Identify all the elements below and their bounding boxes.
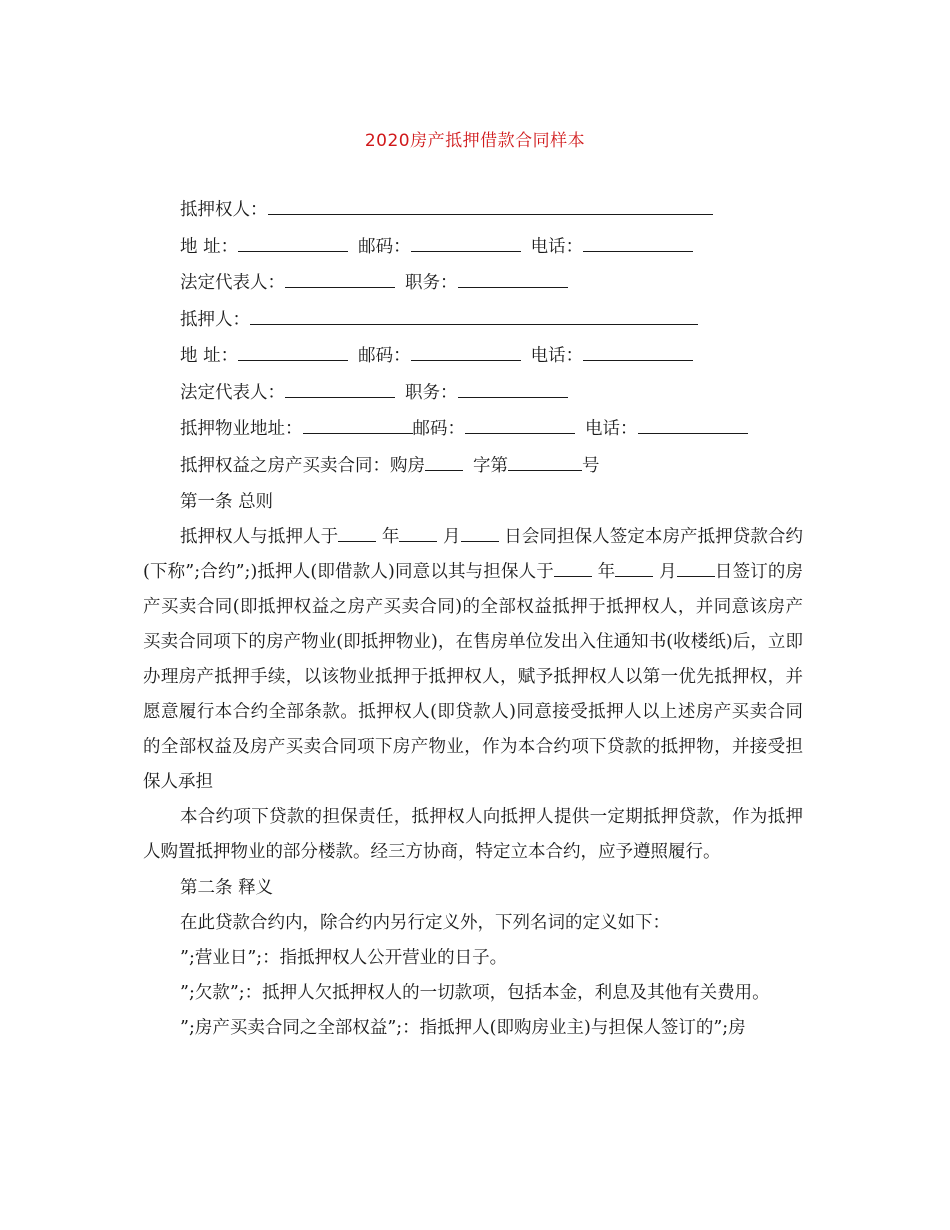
mortgagee-row: [180, 196, 820, 233]
address-blank: [238, 342, 348, 361]
postcode-label: 邮码：: [358, 236, 411, 257]
phone-blank: [638, 415, 748, 434]
legal-rep-label: 法定代表人：: [180, 273, 285, 293]
mortgagor-blank: [250, 306, 698, 325]
article-2-paragraph-2: ”;营业日”;：指抵押权人公开营业的日子。: [180, 948, 508, 968]
position-label: 职务：: [405, 382, 458, 403]
position-label: 职务：: [405, 273, 458, 293]
postcode-blank: [411, 233, 521, 252]
party-fields: [180, 196, 820, 488]
mortgagor-address-row: [180, 342, 820, 379]
mortgagee-legal-rep-row: [180, 269, 820, 306]
month-blank: [615, 560, 653, 577]
address-label: 地 址：: [180, 236, 239, 257]
rights-blank-1: [425, 452, 463, 471]
article-2-paragraph-3: ”;欠款”;：抵押人欠抵押权人的一切款项，包括本金，利息及其他有关费用。: [180, 983, 770, 1003]
article-1-paragraph-1: [143, 520, 803, 800]
address-label: 地 址：: [180, 346, 239, 366]
mortgagee-address-row: [180, 233, 820, 270]
position-blank: [458, 269, 568, 288]
property-address-row: [180, 415, 820, 452]
postcode-label: 邮码：: [358, 346, 411, 366]
postcode-blank: [465, 415, 575, 434]
month-blank: [399, 525, 437, 542]
article-2-heading: 第二条 释义: [180, 878, 274, 898]
phone-blank: [583, 342, 693, 361]
mortgagee-label: 抵押权人：: [180, 200, 268, 220]
phone-label: 电话：: [585, 419, 638, 439]
mortgagor-label: 抵押人：: [180, 309, 250, 330]
rights-end: 号: [582, 455, 600, 476]
property-address-label: 抵押物业地址：: [180, 419, 303, 439]
contract-body: [143, 484, 803, 1046]
day-blank: [677, 560, 715, 577]
postcode-blank: [411, 342, 521, 361]
legal-rep-label: 法定代表人：: [180, 382, 285, 403]
property-address-blank: [303, 415, 413, 434]
article-2-paragraph-4: ”;房产买卖合同之全部权益”;：指抵押人(即购房业主)与担保人签订的”;房: [180, 1018, 746, 1038]
year-blank: [554, 560, 592, 577]
legal-rep-blank: [285, 379, 395, 398]
text-run: 抵押权人与抵押人于: [180, 527, 339, 547]
mortgagee-blank: [268, 196, 713, 215]
legal-rep-blank: [285, 269, 395, 288]
phone-label: 电话：: [530, 346, 584, 366]
text-run: 年: [597, 562, 616, 582]
rights-blank-2: [508, 452, 582, 471]
phone-label: 电话：: [530, 236, 584, 257]
text-run: 月: [659, 562, 677, 582]
article-1-heading: 第一条 总则: [180, 492, 274, 512]
article-2-paragraph-1: 在此贷款合约内，除合约内另行定义外，下列名词的定义如下：: [180, 913, 670, 933]
mortgagor-legal-rep-row: [180, 379, 820, 416]
address-blank: [238, 233, 348, 252]
text-run: 日会同担保人签定本房产抵押贷款合约(下称”;合约”;)抵押人(即借款人)同意以其与担保人于: [143, 527, 803, 582]
phone-blank: [583, 233, 693, 252]
position-blank: [458, 379, 568, 398]
rights-contract-row: [180, 452, 820, 489]
rights-label: 抵押权益之房产买卖合同：购房: [180, 455, 425, 476]
text-run: 年: [381, 527, 400, 547]
article-1-paragraph-2: 本合约项下贷款的担保责任，抵押权人向抵押人提供一定期抵押贷款，作为抵押人购置抵押物业的部分楼款。经三方协商，特定立本合约，应予遵照履行。: [143, 807, 803, 862]
year-blank: [338, 525, 376, 542]
text-run: 月: [443, 527, 461, 547]
text-run: 日签订的房产买卖合同(即抵押权益之房产买卖合同)的全部权益抵押于抵押权人，并同意该房产买卖合同项下的房产物业(即抵押物业)，在售房单位发出入住通知书(收楼纸)后，立即办理房产抵押手续，以该物业抵押于抵押权人，赋予抵押权人以第一优先抵押权，并愿意履行本合约全部条款。抵押权人(即贷款人)同意接受抵押人以上述房产买卖合同的全部权益及房产买卖合同项下房产物业，作为本合约项下贷款的抵押物，并接受担保人承担: [143, 562, 804, 792]
mortgagor-row: [180, 306, 820, 343]
document-title: 2020房产抵押借款合同样本: [364, 131, 586, 151]
day-blank: [461, 525, 499, 542]
postcode-label: 邮码：: [412, 419, 465, 439]
rights-mid: 字第: [473, 455, 508, 476]
